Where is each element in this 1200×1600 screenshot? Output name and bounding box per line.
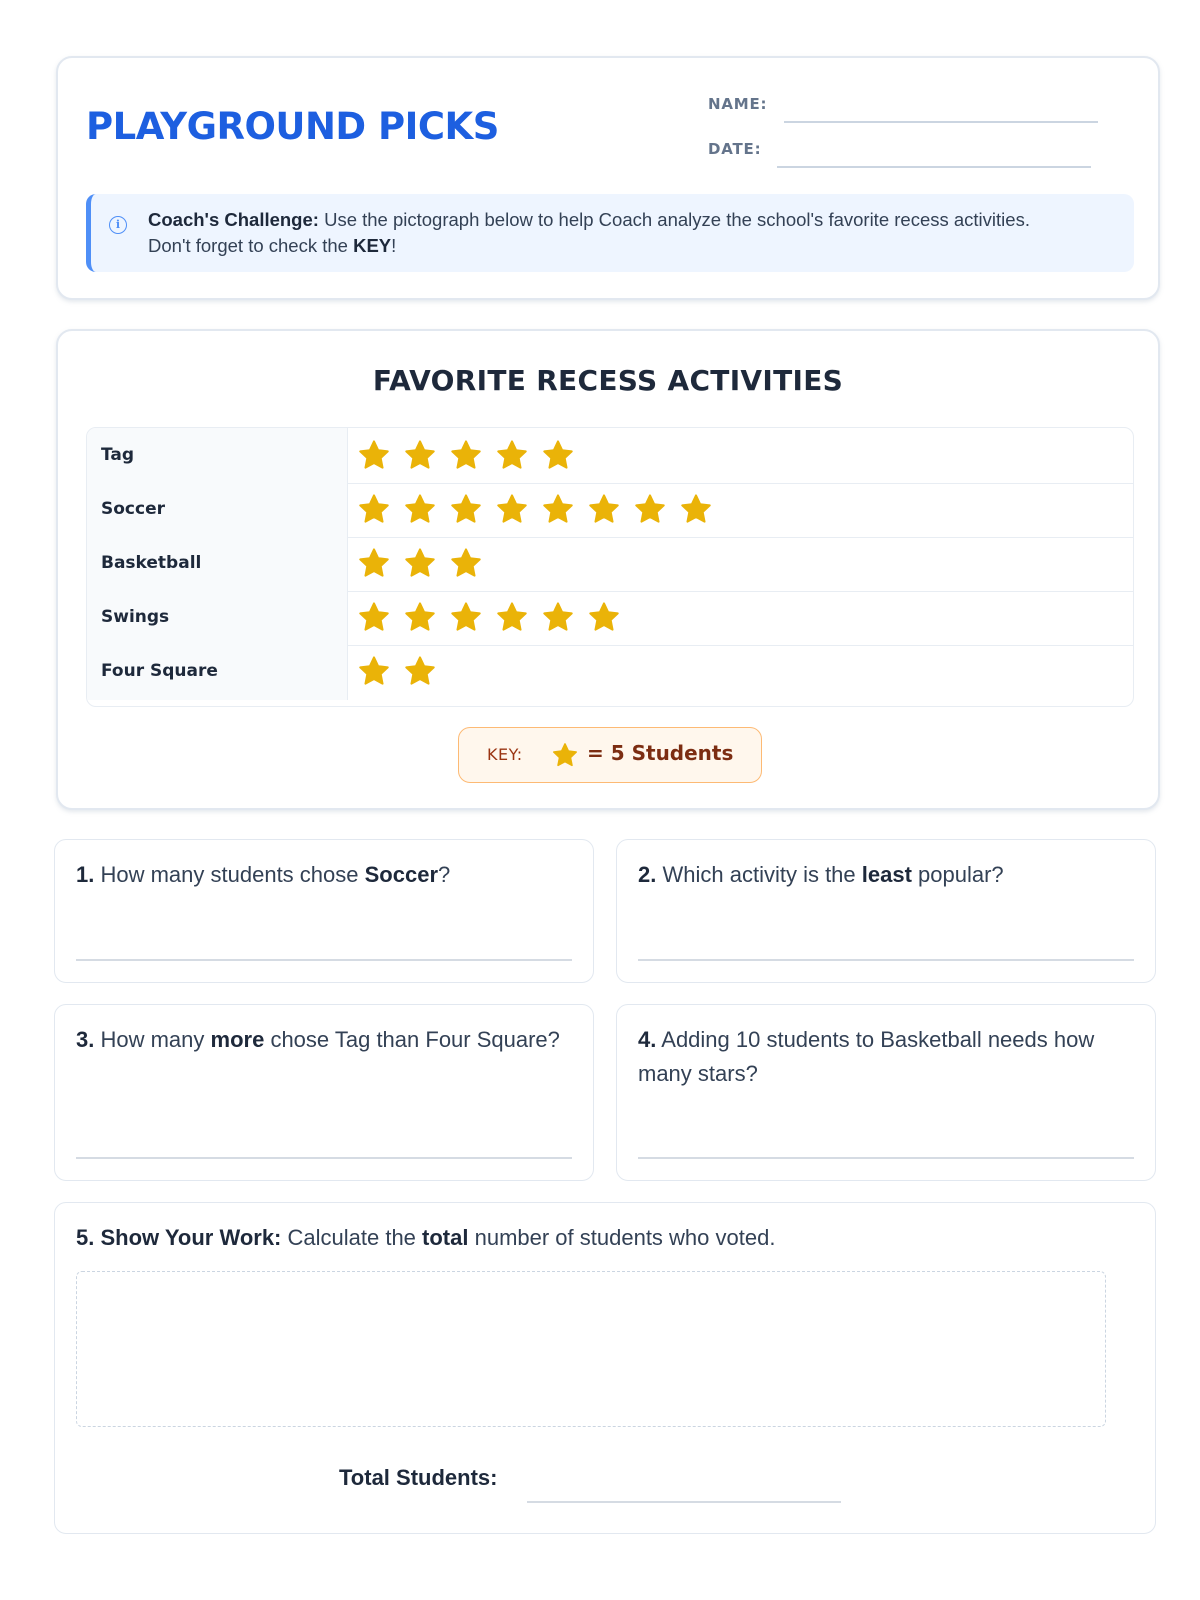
question-fragment: ?: [438, 862, 451, 887]
name-label: NAME:: [708, 95, 768, 113]
answer-line[interactable]: [638, 959, 1134, 961]
star-icon: [452, 603, 479, 629]
question-card-2: [616, 839, 1156, 983]
star-icon: [498, 441, 525, 467]
star-icon: [406, 549, 433, 575]
star-icon: [360, 441, 387, 467]
star-row-svg: [348, 428, 1128, 482]
category-label: Basketball: [87, 536, 348, 591]
star-row: [348, 536, 1133, 591]
star-icon: [406, 495, 433, 521]
info-icon: i: [109, 216, 127, 234]
key-value: = 5 Students: [587, 741, 734, 765]
chart-key: [458, 727, 762, 783]
star-icon: [544, 603, 571, 629]
total-students-field[interactable]: [527, 1501, 841, 1503]
star-icon: [360, 495, 387, 521]
star-row-svg: [348, 482, 1128, 536]
work-num: 5.: [76, 1225, 95, 1250]
question-text: [638, 1023, 1137, 1091]
answer-line[interactable]: [76, 959, 572, 961]
star-icon: [682, 495, 709, 521]
star-row: [348, 482, 1133, 537]
pictograph-row: [87, 428, 1133, 484]
date-field[interactable]: [777, 166, 1091, 168]
category-label: Soccer: [87, 482, 348, 537]
challenge-text-2a: Don't forget to check the: [148, 235, 354, 256]
star-icon: [452, 495, 479, 521]
question-fragment: chose Tag than Four Square?: [264, 1027, 560, 1052]
question-fragment: popular?: [911, 862, 1004, 887]
star-icon: [360, 549, 387, 575]
name-field[interactable]: [784, 121, 1098, 123]
challenge-text: [148, 207, 1118, 259]
star-icon: [552, 742, 578, 768]
question-number: 4.: [638, 1027, 657, 1052]
pictograph-card: [56, 329, 1160, 810]
star-row: [348, 590, 1133, 645]
star-icon: [544, 495, 571, 521]
star-icon: [452, 441, 479, 467]
star-icon: [360, 603, 387, 629]
question-fragment: How many: [100, 1027, 211, 1052]
work-bold: total: [422, 1225, 469, 1250]
star-icon: [498, 603, 525, 629]
question-number: 1.: [76, 862, 95, 887]
work-text-a: Calculate the: [281, 1225, 423, 1250]
work-text-b: number of students who voted.: [468, 1225, 776, 1250]
star-icon: [360, 657, 387, 683]
category-label: Swings: [87, 590, 348, 645]
work-lead: Show Your Work:: [100, 1225, 282, 1250]
star-row-svg: [348, 536, 1128, 590]
key-label: KEY:: [487, 745, 523, 764]
question-emphasis: least: [861, 862, 912, 887]
category-label: Tag: [87, 428, 348, 483]
answer-line[interactable]: [638, 1157, 1134, 1159]
question-number: 3.: [76, 1027, 95, 1052]
question-number: 2.: [638, 862, 657, 887]
worksheet-title: PLAYGROUND PICKS: [86, 105, 499, 148]
question-card-4: [616, 1004, 1156, 1181]
star-icon: [406, 603, 433, 629]
star-icon: [452, 549, 479, 575]
show-work-prompt: [76, 1221, 1137, 1255]
pictograph-row: [87, 536, 1133, 592]
star-row-svg: [348, 590, 1128, 644]
star-row: [348, 428, 1133, 483]
challenge-text-2b: !: [391, 235, 397, 256]
star-icon: [406, 441, 433, 467]
question-emphasis: more: [210, 1027, 265, 1052]
star-icon: [590, 603, 617, 629]
coach-challenge-callout: [86, 194, 1134, 272]
category-label: Four Square: [87, 644, 348, 700]
star-row: [348, 644, 1133, 700]
star-icon: [636, 495, 663, 521]
pictograph-row: [87, 482, 1133, 538]
star-row-svg: [348, 644, 1128, 698]
work-area[interactable]: [76, 1271, 1106, 1427]
chart-title: FAVORITE RECESS ACTIVITIES: [372, 364, 844, 397]
pictograph-row: [87, 590, 1133, 646]
challenge-key-word: KEY: [353, 235, 392, 256]
question-emphasis: Soccer: [364, 862, 439, 887]
header-card: [56, 56, 1160, 300]
date-label: DATE:: [708, 140, 762, 158]
question-fragment: Which activity is the: [662, 862, 862, 887]
question-card-3: [54, 1004, 594, 1181]
star-icon: [544, 441, 571, 467]
question-fragment: Adding 10 students to Basketball needs how many stars?: [638, 1027, 1095, 1086]
star-icon: [406, 657, 433, 683]
question-text: [76, 858, 575, 892]
star-icon: [498, 495, 525, 521]
pictograph-row: [87, 644, 1133, 700]
total-students-label: Total Students:: [339, 1465, 498, 1490]
answer-line[interactable]: [76, 1157, 572, 1159]
pictograph-table: [86, 427, 1134, 707]
challenge-lead: Coach's Challenge:: [148, 209, 319, 230]
challenge-text-1: Use the pictograph below to help Coach analyze the school's favorite recess activities.: [318, 209, 1030, 230]
show-work-card: [54, 1202, 1156, 1534]
question-text: [638, 858, 1137, 892]
star-icon: [590, 495, 617, 521]
question-card-1: [54, 839, 594, 983]
question-fragment: How many students chose: [100, 862, 365, 887]
question-text: [76, 1023, 575, 1057]
